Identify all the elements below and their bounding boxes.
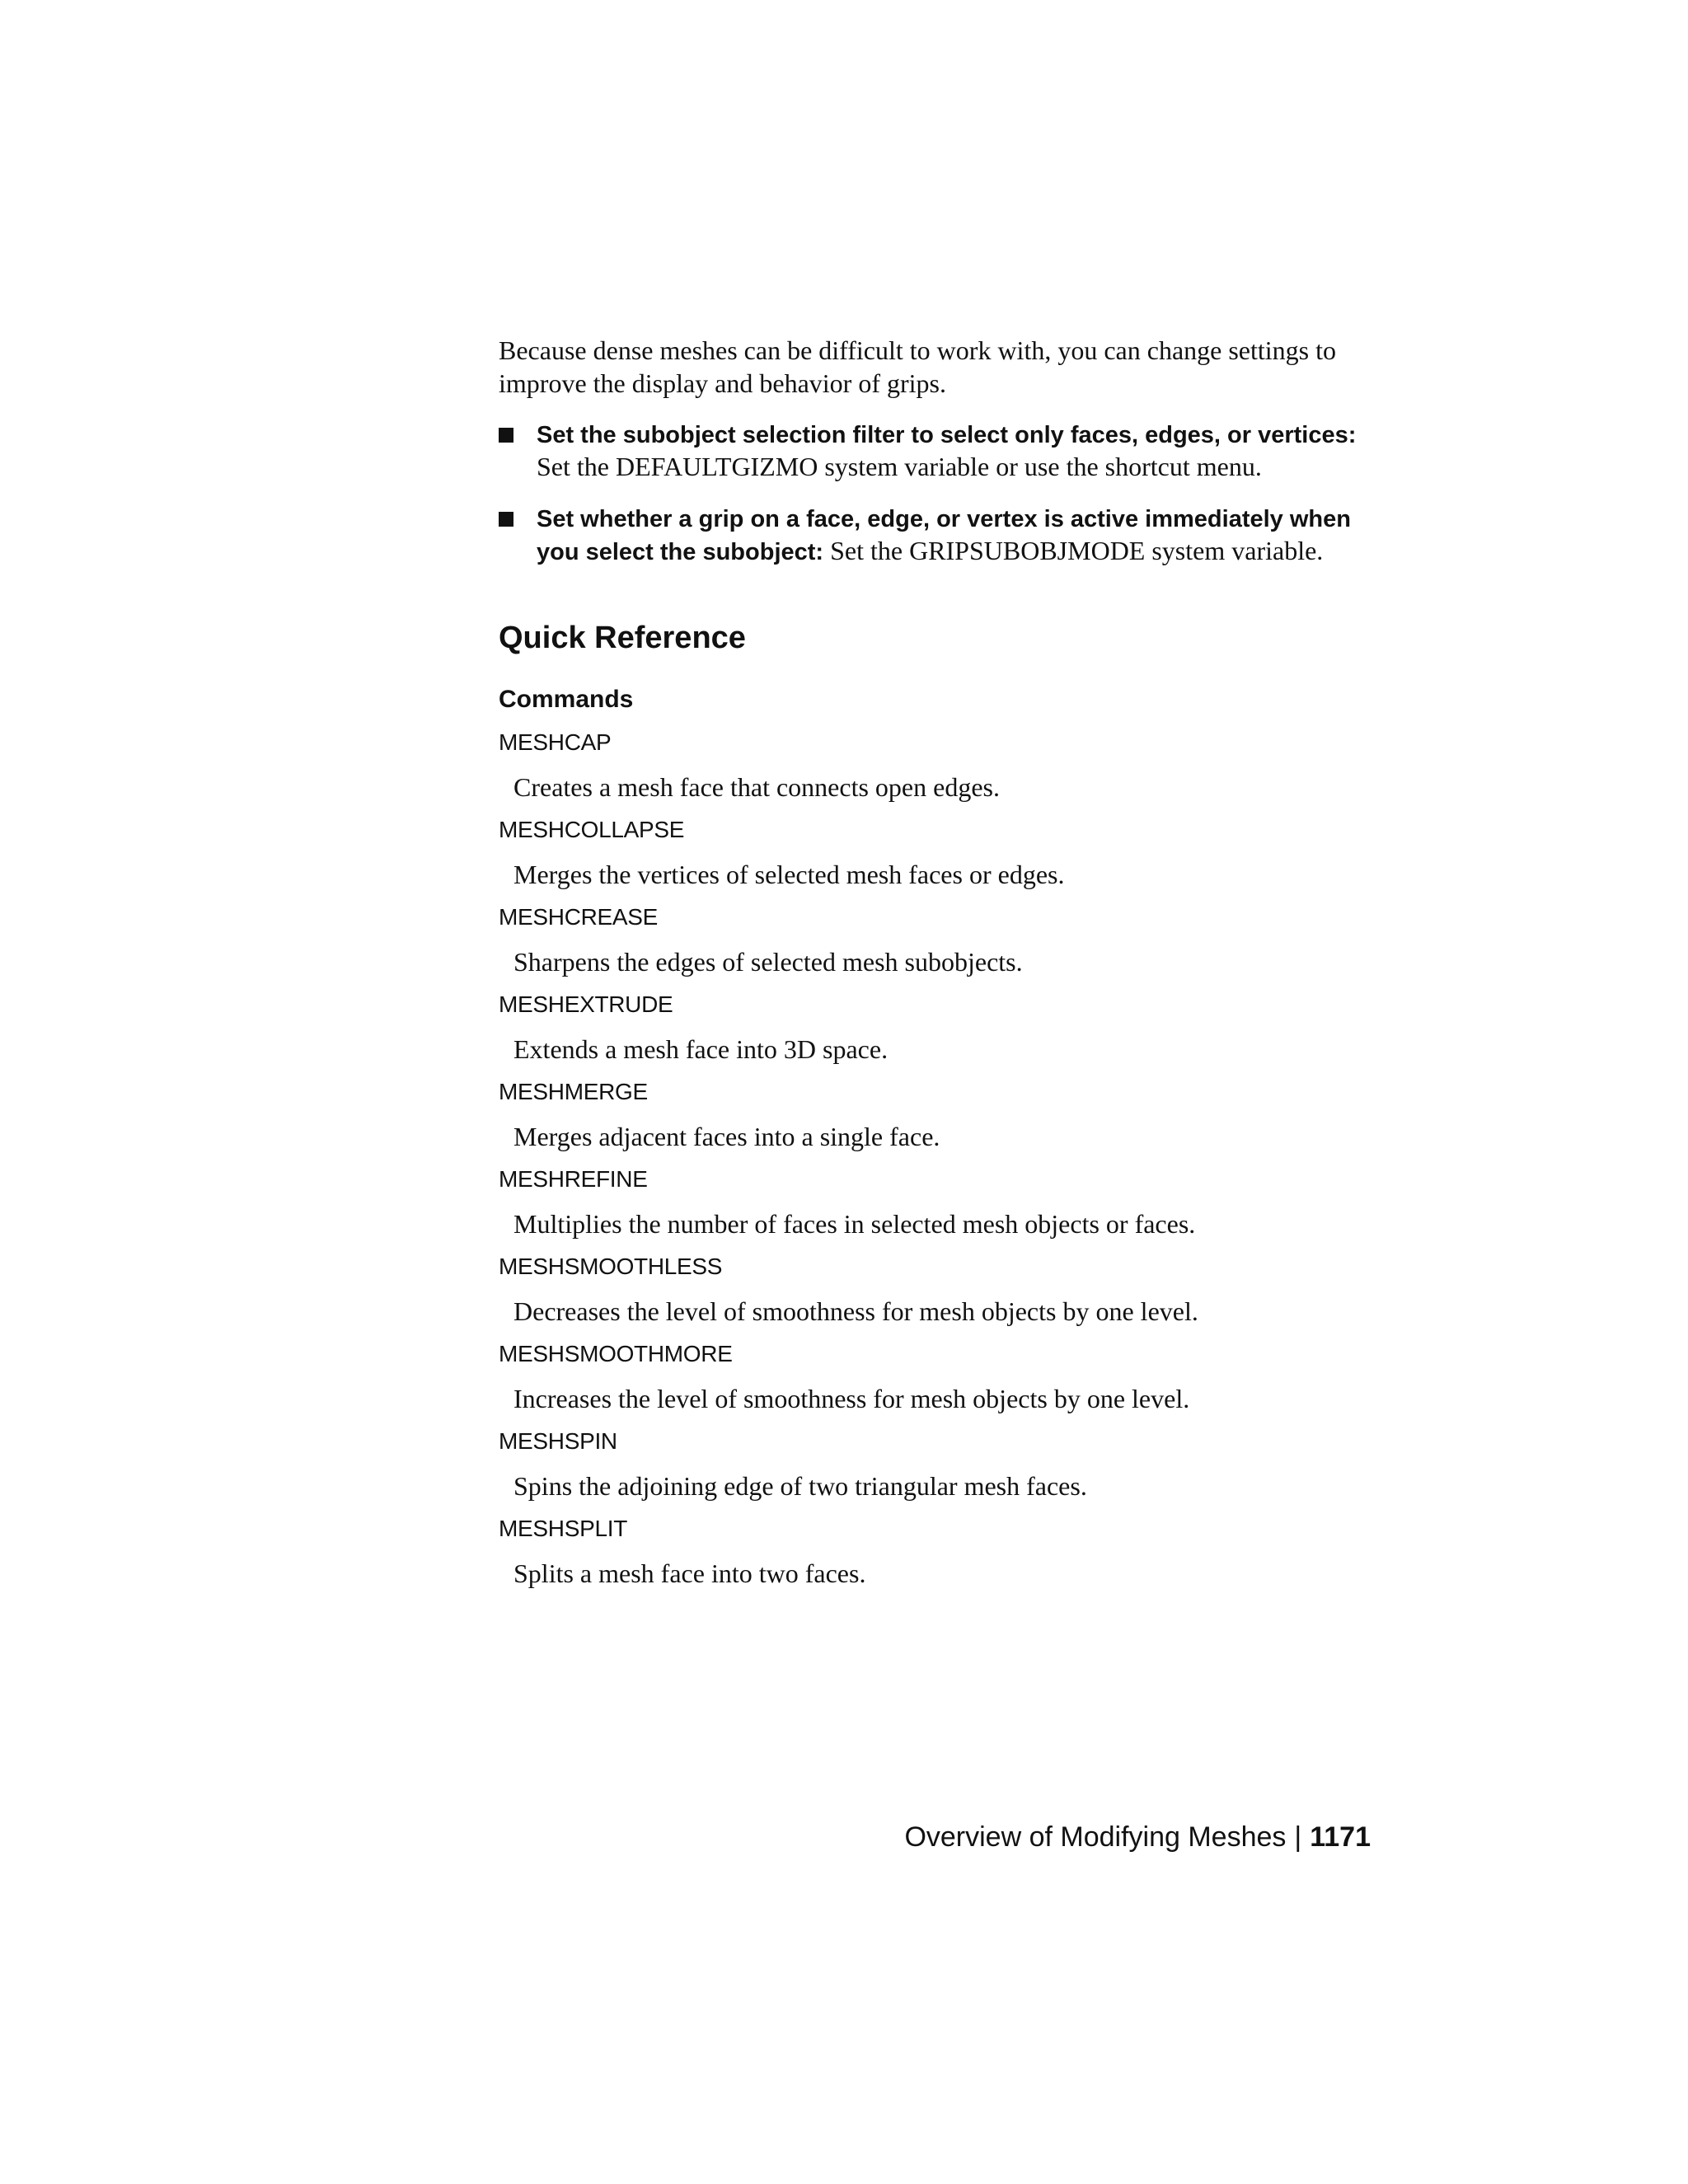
command-name: MESHSMOOTHLESS (499, 1254, 723, 1279)
command-description: Multiplies the number of faces in selected mesh objects or faces. (513, 1209, 1196, 1239)
command-name: MESHMERGE (499, 1079, 648, 1104)
bullet-body-text: Set the GRIPSUBOBJMODE system variable. (823, 536, 1324, 565)
footer-title: Overview of Modifying Meshes (904, 1821, 1287, 1853)
command-description: Spins the adjoining edge of two triangular mesh faces. (513, 1471, 1087, 1501)
command-entry (499, 1514, 1372, 1590)
command-description: Creates a mesh face that connects open edges. (513, 772, 1000, 802)
page-footer (904, 1820, 1371, 1854)
bullet-item (499, 502, 1372, 568)
command-name: MESHSMOOTHMORE (499, 1341, 733, 1366)
bullet-lead-text: Set the subobject selection filter to select only faces, edges, or vertices: (537, 422, 1357, 448)
command-entry (499, 1077, 1372, 1153)
command-entry (499, 1165, 1372, 1240)
bullet-list (499, 418, 1372, 568)
footer-separator: | (1294, 1821, 1302, 1853)
command-name: MESHREFINE (499, 1166, 648, 1192)
command-description: Sharpens the edges of selected mesh subobjects. (513, 947, 1023, 977)
command-name: MESHCREASE (499, 904, 659, 930)
command-entry (499, 990, 1372, 1066)
command-description: Extends a mesh face into 3D space. (513, 1034, 889, 1064)
command-description: Decreases the level of smoothness for mesh objects by one level. (513, 1296, 1198, 1326)
command-description: Increases the level of smoothness for mesh objects by one level. (513, 1384, 1190, 1413)
square-bullet-icon (499, 428, 513, 443)
command-entry (499, 1427, 1372, 1502)
commands-heading: Commands (499, 686, 634, 713)
command-description: Merges the vertices of selected mesh faces or edges. (513, 860, 1065, 889)
command-entry (499, 1339, 1372, 1415)
command-entry (499, 815, 1372, 891)
section-heading: Quick Reference (499, 621, 746, 655)
command-description: Merges adjacent faces into a single face. (513, 1122, 940, 1151)
command-name: MESHSPLIT (499, 1516, 628, 1541)
command-name: MESHSPIN (499, 1428, 617, 1454)
command-name: MESHCOLLAPSE (499, 817, 685, 842)
command-entry (499, 1252, 1372, 1328)
command-name: MESHEXTRUDE (499, 991, 673, 1017)
page-content (499, 334, 1372, 1601)
intro-paragraph: Because dense meshes can be difficult to work with, you can change settings to improve the display and behavior of grips. (499, 335, 1337, 398)
command-entry (499, 728, 1372, 804)
command-entry (499, 902, 1372, 978)
command-description: Splits a mesh face into two faces. (513, 1558, 866, 1588)
page-number: 1171 (1310, 1821, 1371, 1853)
bullet-body-text: Set the DEFAULTGIZMO system variable or use the shortcut menu. (537, 452, 1262, 481)
bullet-item (499, 418, 1372, 482)
bullet-lead-text: Set whether a grip on a face, edge, or vertex is active immediately when you select the subobject: (537, 506, 1351, 565)
command-name: MESHCAP (499, 729, 612, 755)
square-bullet-icon (499, 512, 513, 527)
